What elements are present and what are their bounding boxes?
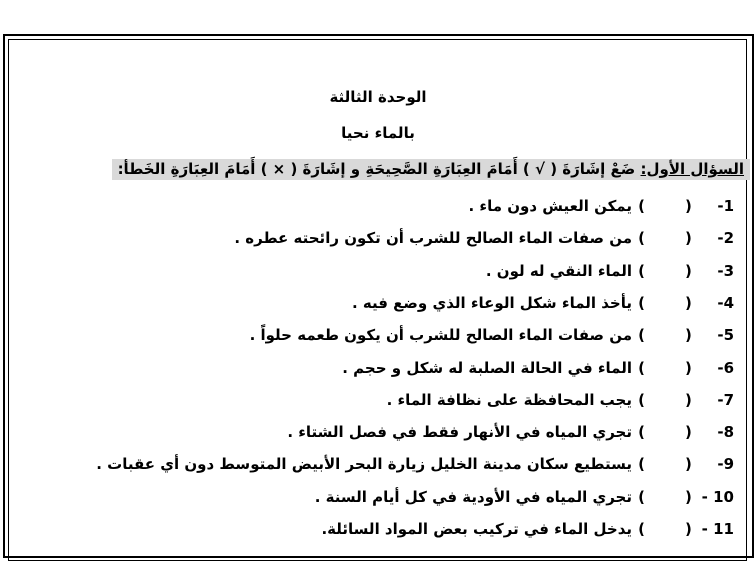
answer-blank[interactable]: [632, 488, 698, 506]
answer-paren-open: (: [685, 390, 692, 409]
statement-item: [387, 387, 734, 413]
answer-paren-close: ): [638, 261, 645, 280]
statement-item: [96, 451, 734, 477]
statement-number: 8-: [717, 423, 734, 442]
statement-number: 11 -: [701, 520, 734, 538]
statement-number: 4-: [717, 293, 734, 312]
statement-text: من صفات الماء الصالح للشرب أن يكون طعمه حلواً .: [249, 326, 632, 345]
answer-paren-open: (: [685, 455, 692, 474]
statement-item: [469, 193, 734, 219]
answer-paren-close: ): [638, 358, 645, 377]
answer-paren-close: ): [638, 455, 645, 474]
statement-number: 7-: [717, 390, 734, 409]
statement-item: [352, 290, 734, 316]
answer-paren-open: (: [685, 326, 692, 345]
statement-number: 9-: [717, 455, 734, 474]
answer-blank[interactable]: [632, 391, 698, 409]
statement-text: تجري المياه في الأودية في كل أيام السنة .: [314, 487, 632, 506]
answer-blank[interactable]: [632, 455, 698, 473]
answer-blank[interactable]: [632, 294, 698, 312]
statement-number: 5-: [717, 326, 734, 345]
answer-paren-close: ): [638, 390, 645, 409]
statement-item: [321, 516, 734, 542]
statement-number: 2-: [717, 229, 734, 248]
lesson-title: بالماء نحيا: [341, 124, 415, 142]
answer-paren-close: ): [638, 423, 645, 442]
answer-paren-close: ): [638, 293, 645, 312]
answer-blank[interactable]: [632, 229, 698, 247]
answer-paren-open: (: [685, 261, 692, 280]
statement-number: 3-: [717, 261, 734, 280]
answer-paren-close: ): [638, 197, 645, 215]
answer-paren-open: (: [685, 520, 692, 538]
answer-paren-close: ): [638, 520, 645, 538]
question-instruction: ضَعْ إشَارَةَ ( √ ) أَمَامَ العِبَارَةِ الصَّحِيحَةِ و إشَارَةَ ( × ) أَمَامَ العِبَارَةِ الخَطأ:: [117, 160, 641, 178]
statement-item: [234, 225, 734, 251]
answer-blank[interactable]: [632, 520, 698, 538]
answer-paren-open: (: [685, 487, 692, 506]
statement-text: يأخذ الماء شكل الوعاء الذي وضع فيه .: [351, 293, 632, 312]
statement-item: [342, 355, 734, 381]
statement-item: [250, 322, 734, 348]
answer-paren-open: (: [685, 293, 692, 312]
answer-blank[interactable]: [632, 359, 698, 377]
statement-number: 1-: [717, 197, 734, 215]
statement-number: 6-: [717, 358, 734, 377]
statement-item: [486, 258, 734, 284]
statement-text: يدخل الماء في تركيب بعض المواد السائلة.: [321, 520, 632, 538]
unit-title: الوحدة الثالثة: [329, 88, 427, 106]
statement-text: يجب المحافظة على نظافة الماء .: [386, 390, 632, 409]
answer-paren-open: (: [685, 423, 692, 442]
statement-text: يستطيع سكان مدينة الخليل زيارة البحر الأبيض المتوسط دون أي عقبات .: [96, 455, 632, 474]
question-label: السؤال الأول:: [640, 160, 744, 178]
statement-text: تجري المياه في الأنهار فقط في فصل الشتاء .: [287, 423, 632, 442]
answer-paren-close: ): [638, 229, 645, 248]
statement-item: [315, 484, 734, 510]
answer-paren-open: (: [685, 197, 692, 215]
answer-blank[interactable]: [632, 262, 698, 280]
statement-number: 10 -: [701, 487, 734, 506]
statement-item: [287, 419, 734, 445]
answer-paren-close: ): [638, 326, 645, 345]
answer-blank[interactable]: [632, 197, 698, 215]
answer-blank[interactable]: [632, 326, 698, 344]
answer-paren-open: (: [685, 358, 692, 377]
question-heading: [112, 159, 750, 180]
answer-blank[interactable]: [632, 423, 698, 441]
statement-text: الماء في الحالة الصلبة له شكل و حجم .: [342, 358, 632, 377]
statement-text: الماء النقي له لون .: [485, 261, 632, 280]
statement-text: يمكن العيش دون ماء .: [468, 197, 632, 215]
answer-paren-close: ): [638, 487, 645, 506]
answer-paren-open: (: [685, 229, 692, 248]
statement-text: من صفات الماء الصالح للشرب أن تكون رائحته عطره .: [234, 229, 632, 248]
